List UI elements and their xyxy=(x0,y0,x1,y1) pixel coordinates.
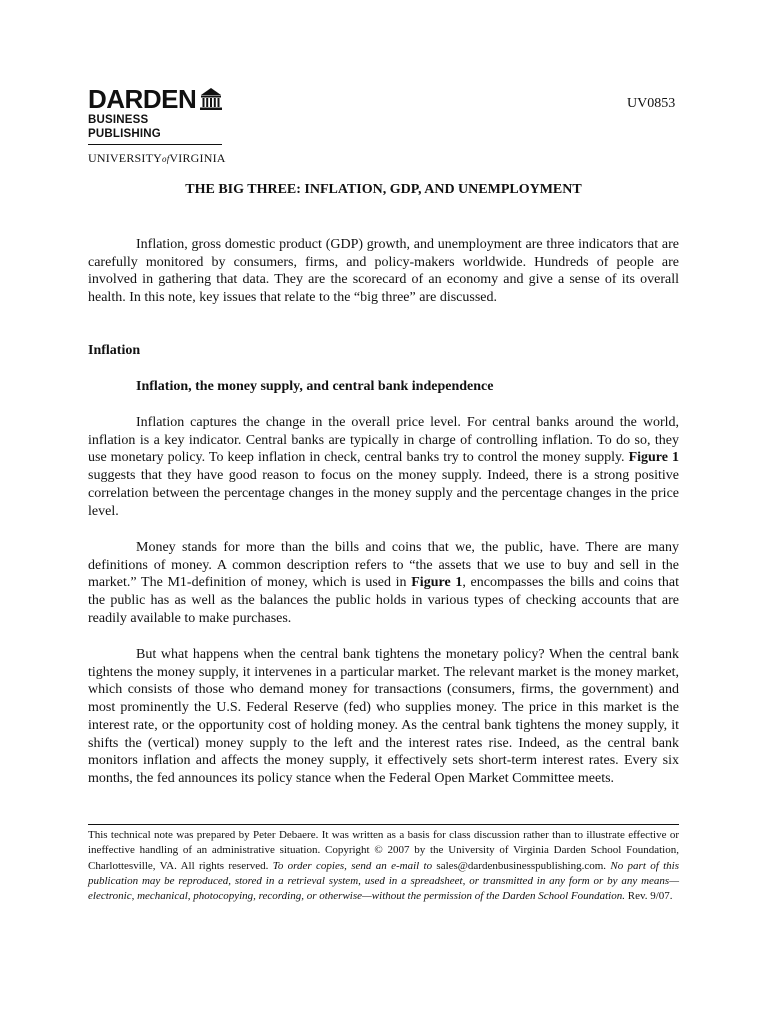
darden-logo xyxy=(88,85,228,167)
university-name: UNIVERSITYofVIRGINIA xyxy=(88,151,226,165)
paragraph-2: Money stands for more than the bills and coins that we, the public, have. There are many definitions of money. A common description refers to “the assets that we use to buy and sell in the market.” The M1-definition of money, which is used in Figure 1, encompasses the bills and coins that the public has as well as the balances the public holds in various types of checking accounts that are readily available to make purchases. xyxy=(88,540,680,626)
section-heading-inflation: Inflation xyxy=(88,343,141,358)
figure-1-reference: Figure 1 xyxy=(628,450,679,466)
paragraph-1: Inflation captures the change in the overall price level. For central banks around the world, inflation is a key indicator. Central banks are typically in charge of controlling inflation. To do so, they use monetary policy. To keep inflation in check, central banks try to control the money supply. Figure 1 suggests that they have good reason to focus on the money supply. Indeed, there is a strong positive correlation between the percentage changes in the money supply and the percentage changes in the price level. xyxy=(88,415,679,519)
logo-main-text: DARDEN xyxy=(88,84,197,114)
copyright-footnote: This technical note was prepared by Peter Debaere. It was written as a basis for class discussion rather than to illustrate effective or ineffective handling of an administrative situation. Copyright © 2007 by the University of Virginia Darden School Foundation, Charlottesville, VA. All rights reserved. To order copies, send an e-mail to sales@dardenbusinesspublishing.com. No part of this publication may be reproduced, stored in a retrieval system, used in a spreadsheet, or transmitted in any form or by any means—electronic, mechanical, photocopying, recording, or otherwise—without the permission of the Darden School Foundation. Rev. 9/07. xyxy=(88,829,680,903)
logo-wordmark xyxy=(88,85,228,113)
intro-paragraph: Inflation, gross domestic product (GDP) growth, and unemployment are three indicators that are carefully monitored by consumers, firms, and policy-makers worldwide. Hundreds of people are involved in gathering that data. They are the scorecard of an economy and give a sense of its overall health. In this note, key issues that relate to the “big three” are discussed. xyxy=(88,237,679,306)
footnote-divider xyxy=(88,824,679,825)
document-title: THE BIG THREE: INFLATION, GDP, AND UNEMPLOYMENT xyxy=(185,182,582,197)
logo-subtitle: BUSINESS PUBLISHING xyxy=(88,113,222,145)
subsection-heading: Inflation, the money supply, and central bank independence xyxy=(136,379,494,394)
figure-1-reference: Figure 1 xyxy=(411,575,463,591)
rotunda-icon xyxy=(200,87,222,111)
document-id: UV0853 xyxy=(627,96,676,111)
paragraph-3: But what happens when the central bank tightens the monetary policy? When the central bank tightens the money supply, it intervenes in a particular market. The relevant market is the money market, which consists of those who demand money for transactions (consumers, firms, the government) and most prominently the U.S. Federal Reserve (fed) who supplies money. The price in this market is the interest rate, or the opportunity cost of holding money. As the central bank tightens the money supply, it shifts the (vertical) money supply to the left and the interest rates rise. Indeed, as the central bank monitors inflation and affects the money supply, it effectively sets short-term interest rates. Every six months, the fed announces its policy stance when the Federal Open Market Committee meets. xyxy=(88,647,679,786)
